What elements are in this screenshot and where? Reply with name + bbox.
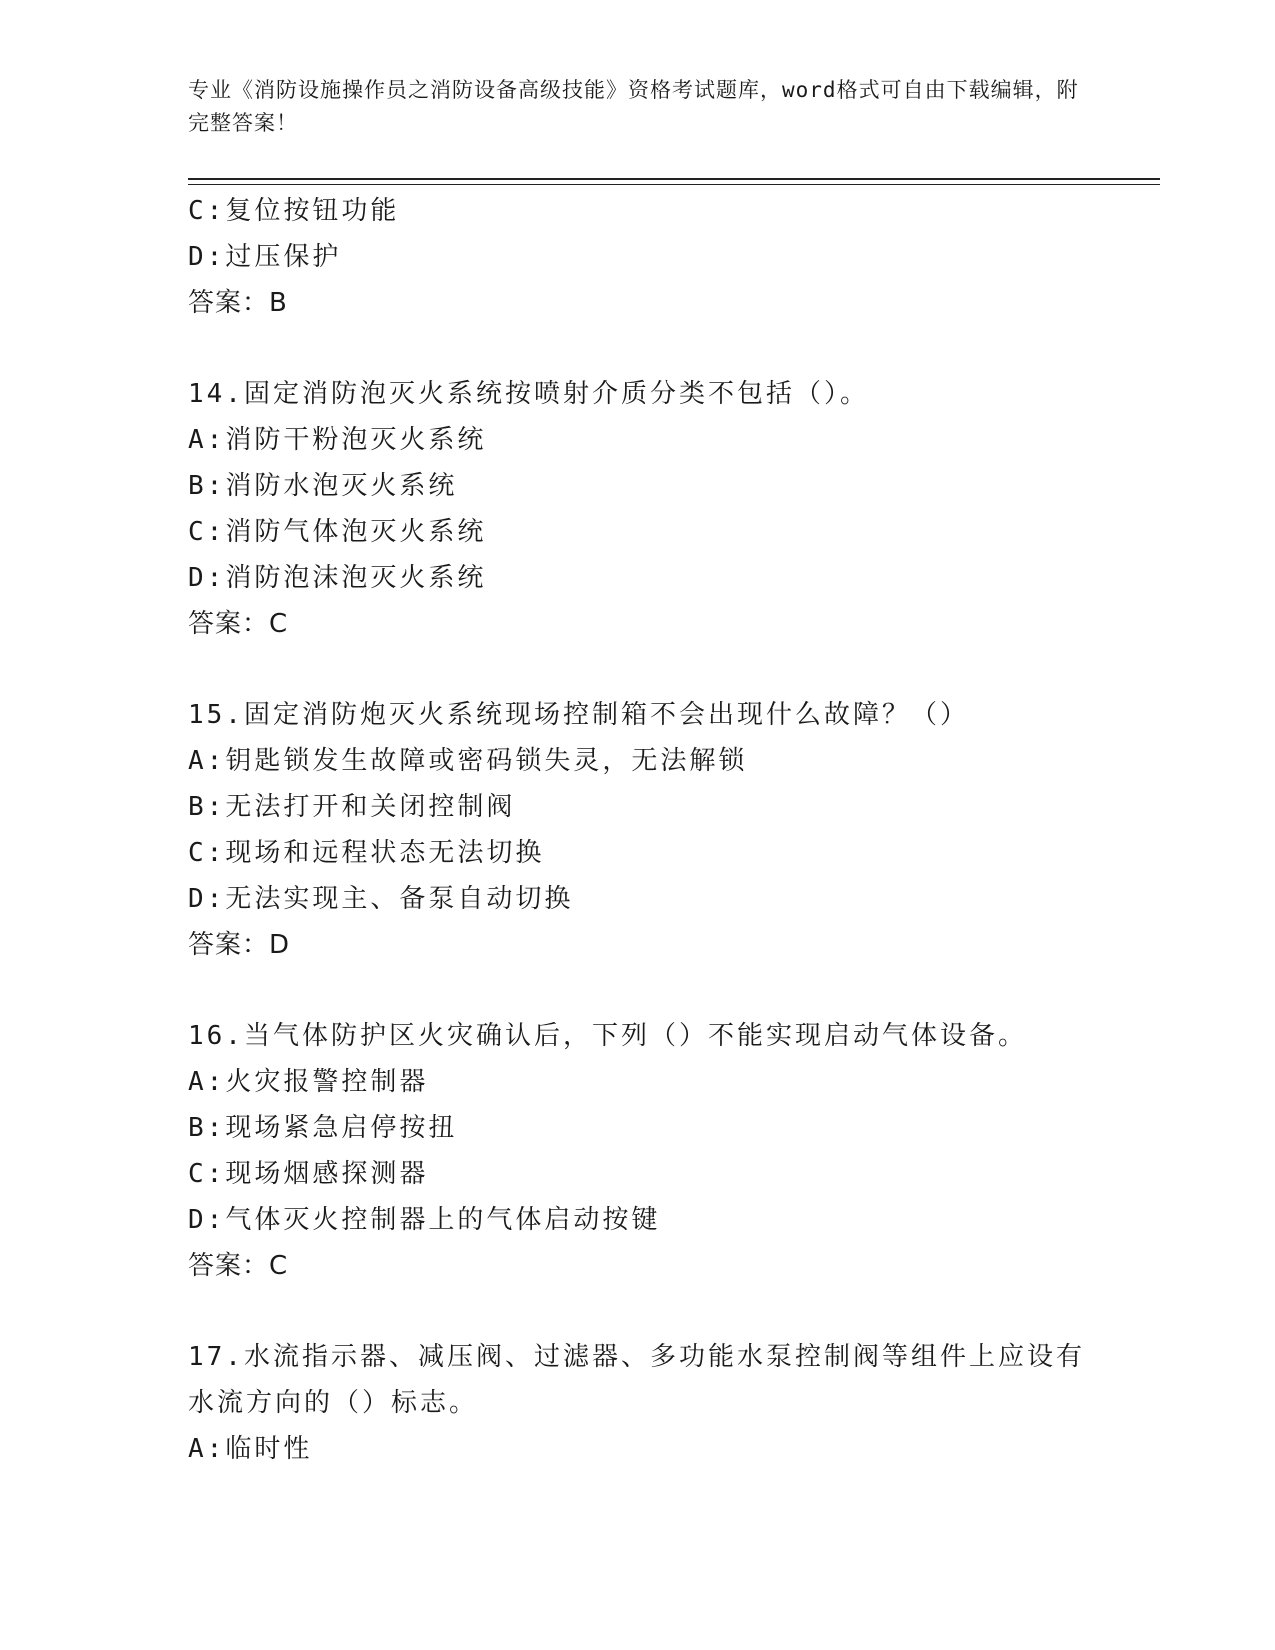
option-text: 火灾报警控制器 (225, 1067, 429, 1097)
option-a (188, 738, 1088, 784)
option-b (188, 784, 1088, 830)
option-letter: B: (188, 792, 226, 822)
option-letter: A: (188, 746, 226, 776)
option-text: 临时性 (225, 1434, 313, 1464)
option-text: 无法打开和关闭控制阀 (225, 792, 516, 822)
document-header (188, 74, 1088, 140)
option-letter: D: (188, 1205, 226, 1235)
answer-line: 答案：C (188, 1251, 289, 1281)
option-text: 消防泡沫泡灭火系统 (225, 563, 487, 593)
option-letter: D: (188, 242, 226, 272)
answer-line: 答案：D (188, 930, 291, 960)
option-text: 过压保护 (225, 242, 342, 272)
option-d (188, 876, 1088, 922)
option-c (188, 1151, 1088, 1197)
option-text: 现场和远程状态无法切换 (225, 838, 545, 868)
header-rule-thin (188, 184, 1160, 185)
answer-line: 答案：C (188, 609, 289, 639)
option-b (188, 1105, 1088, 1151)
partial-question (188, 188, 1088, 326)
question-content (188, 188, 1088, 1472)
option-d (188, 555, 1088, 601)
question-stem: 16.当气体防护区火灾确认后，下列（）不能实现启动气体设备。 (188, 1021, 1027, 1051)
option-letter: D: (188, 884, 226, 914)
question-stem-line-1: 17.水流指示器、减压阀、过滤器、多功能水泵控制阀等组件上应设有 (188, 1342, 1085, 1372)
question-stem: 15.固定消防炮灭火系统现场控制箱不会出现什么故障？（） (188, 700, 969, 730)
answer-line: 答案：B (188, 288, 288, 318)
option-letter: D: (188, 563, 226, 593)
option-text: 消防气体泡灭火系统 (225, 517, 487, 547)
question-14 (188, 371, 1088, 647)
option-letter: C: (188, 517, 226, 547)
question-17 (188, 1334, 1088, 1472)
option-letter: A: (188, 1434, 226, 1464)
header-text: 专业《消防设施操作员之消防设备高级技能》资格考试题库，word格式可自由下载编辑，附完整答案！ (188, 78, 1079, 135)
option-letter: C: (188, 196, 226, 226)
option-a (188, 1426, 1088, 1472)
option-text: 无法实现主、备泵自动切换 (225, 884, 574, 914)
question-stem-line-2: 水流方向的（）标志。 (188, 1388, 479, 1418)
option-c (188, 509, 1088, 555)
header-rule-thick (188, 178, 1160, 180)
option-text: 气体灭火控制器上的气体启动按键 (225, 1205, 661, 1235)
option-c (188, 830, 1088, 876)
option-d (188, 1197, 1088, 1243)
option-text: 消防水泡灭火系统 (225, 471, 458, 501)
question-16 (188, 1013, 1088, 1289)
option-a (188, 1059, 1088, 1105)
option-letter: C: (188, 1159, 226, 1189)
option-b (188, 463, 1088, 509)
option-letter: A: (188, 1067, 226, 1097)
option-text: 钥匙锁发生故障或密码锁失灵，无法解锁 (225, 746, 748, 776)
option-letter: B: (188, 1113, 226, 1143)
option-d (188, 234, 1088, 280)
option-c (188, 188, 1088, 234)
option-text: 现场紧急启停按扭 (225, 1113, 458, 1143)
option-letter: B: (188, 471, 226, 501)
option-a (188, 417, 1088, 463)
option-text: 现场烟感探测器 (225, 1159, 429, 1189)
option-letter: A: (188, 425, 226, 455)
question-stem: 14.固定消防泡灭火系统按喷射介质分类不包括（）。 (188, 379, 869, 409)
question-15 (188, 692, 1088, 968)
option-text: 复位按钮功能 (225, 196, 400, 226)
option-letter: C: (188, 838, 226, 868)
option-text: 消防干粉泡灭火系统 (225, 425, 487, 455)
